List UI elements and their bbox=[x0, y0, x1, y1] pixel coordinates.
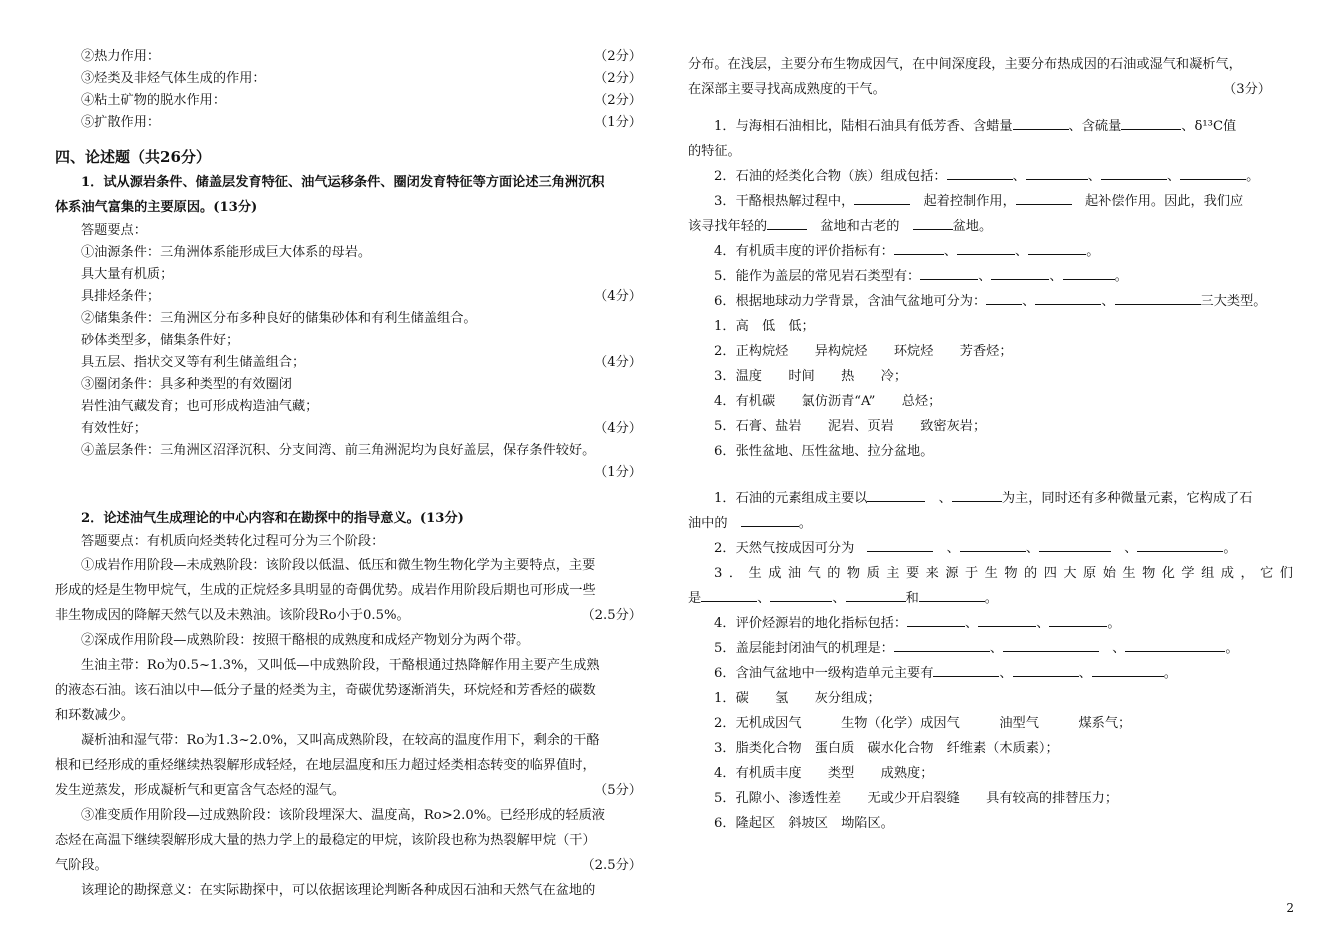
answer-blank[interactable] bbox=[960, 538, 1026, 552]
fill-question: 5．能作为盖层的常见岩石类型有： 、 、 。 bbox=[688, 264, 1293, 289]
answer-blank[interactable] bbox=[991, 266, 1049, 280]
answer-line: 3．脂类化合物 蛋白质 碳水化合物 纤维素（木质素）； bbox=[714, 741, 1059, 756]
answer-text: ③圈闭条件：具多种类型的有效圈闭 bbox=[81, 377, 292, 392]
score-label: （2.5分） bbox=[581, 608, 642, 623]
paragraph-line bbox=[688, 77, 1293, 102]
answer-line: 1．高 低 低； bbox=[714, 319, 815, 334]
fill-question: 4．评价烃源岩的地化指标包括： 、 、 。 bbox=[688, 611, 1293, 636]
fill-question bbox=[688, 114, 1293, 139]
paragraph-text: 发生逆蒸发，形成凝析气和更富含气态烃的湿气。 bbox=[55, 783, 346, 798]
score-label: （4分） bbox=[594, 355, 642, 370]
answer-text: 砂体类型多，储集条件好； bbox=[81, 333, 240, 348]
answer-text: 具大量有机质； bbox=[81, 267, 174, 282]
answer-line bbox=[55, 264, 660, 286]
answer-line bbox=[55, 374, 660, 396]
answer-text: ①油源条件：三角洲体系能形成巨大体系的母岩。 bbox=[81, 245, 372, 260]
question-title-cont: 体系油气富集的主要原因。(13分) bbox=[55, 200, 258, 215]
left-column bbox=[55, 46, 660, 903]
list-item bbox=[55, 46, 660, 68]
score-label: （4分） bbox=[594, 421, 642, 436]
paragraph-line: 形成的烃是生物甲烷气，生成的正烷烃多具明显的奇偶优势。成岩作用阶段后期也可形成一些 bbox=[55, 583, 596, 598]
question-text: 2．石油的烃类化合物（族）组成包括： bbox=[714, 169, 947, 184]
answer-line: 1．碳 氢 灰分组成； bbox=[714, 691, 881, 706]
question-text: 、δ¹³C值 bbox=[1181, 119, 1237, 134]
question-text: 3．干酪根热解过程中， bbox=[714, 194, 855, 209]
fill-question: 2．石油的烃类化合物（族）组成包括： 、 、 、 。 bbox=[688, 164, 1293, 189]
answer-blank[interactable] bbox=[1039, 538, 1111, 552]
question-title: 1．试从源岩条件、储盖层发育特征、油气运移条件、圈闭发育特征等方面论述三角洲沉积 bbox=[81, 175, 605, 190]
answer-blank[interactable] bbox=[919, 588, 985, 602]
question-text: 5．能作为盖层的常见岩石类型有： bbox=[714, 269, 921, 284]
answer-blank[interactable] bbox=[986, 291, 1022, 305]
answer-text: 岩性油气藏发育；也可形成构造油气藏； bbox=[81, 399, 319, 414]
answer-blank[interactable] bbox=[1137, 538, 1223, 552]
answer-blank[interactable] bbox=[1125, 638, 1225, 652]
paragraph-line bbox=[55, 603, 660, 628]
question-text: 盆地。 bbox=[952, 219, 993, 234]
question-text: 1．与海相石油相比，陆相石油具有低芳香、含蜡量 bbox=[714, 119, 1013, 134]
answer-line bbox=[55, 352, 660, 374]
answer-blank[interactable] bbox=[1026, 166, 1088, 180]
answer-line: 答题要点：有机质向烃类转化过程可分为三个阶段： bbox=[81, 534, 385, 549]
fill-question-cont: 的特征。 bbox=[688, 144, 741, 159]
list-item bbox=[55, 90, 660, 112]
question-text: 2．天然气按成因可分为 bbox=[714, 541, 855, 556]
fill-question-cont: 油中的 。 bbox=[688, 511, 1293, 536]
answer-line bbox=[55, 308, 660, 330]
score-label: （5分） bbox=[594, 783, 642, 798]
answer-line bbox=[55, 220, 660, 242]
answer-line: 2．无机成因气 生物（化学）成因气 油型气 煤系气； bbox=[714, 716, 1132, 731]
paragraph-line: 凝析油和湿气带：Ro为1.3~2.0%，又叫高成熟阶段，在较高的温度作用下，剩余的干酪 bbox=[81, 733, 600, 748]
question-text: 该寻找年轻的 bbox=[688, 219, 768, 234]
paragraph-line: 生油主带：Ro为0.5~1.3%，又叫低—中成熟阶段，干酪根通过热降解作用主要产生成熟 bbox=[81, 658, 600, 673]
answer-line: 6．张性盆地、压性盆地、拉分盆地。 bbox=[714, 444, 934, 459]
answer-blank[interactable] bbox=[1013, 663, 1079, 677]
answer-line bbox=[55, 242, 660, 264]
answer-blank[interactable] bbox=[952, 488, 1002, 502]
question-text: 6．根据地球动力学背景，含油气盆地可分为： bbox=[714, 294, 987, 309]
right-column bbox=[688, 52, 1293, 836]
answer-blank[interactable] bbox=[933, 663, 999, 677]
question-text: 油中的 bbox=[688, 516, 728, 531]
answer-blank[interactable] bbox=[894, 241, 944, 255]
question-text: 三大类型。 bbox=[1200, 294, 1267, 309]
answer-line bbox=[55, 330, 660, 352]
paragraph-text: 非生物成因的降解天然气以及未熟油。该阶段Ro小于0.5%。 bbox=[55, 608, 410, 623]
score-label: （3分） bbox=[1223, 82, 1271, 97]
answer-line: 2．正构烷烃 异构烷烃 环烷烃 芳香烃； bbox=[714, 344, 1013, 359]
paragraph-line: 和环数减少。 bbox=[55, 708, 135, 723]
answer-line bbox=[55, 396, 660, 418]
answer-line bbox=[55, 286, 660, 308]
answer-line bbox=[55, 440, 660, 462]
answer-text: 具排烃条件； bbox=[81, 289, 161, 304]
question-text: 4．评价烃源岩的地化指标包括： bbox=[714, 616, 908, 631]
answer-blank[interactable] bbox=[770, 588, 832, 602]
question-text: 为主，同时还有多种微量元素，它构成了石 bbox=[1001, 491, 1253, 506]
fill-question: 5．盖层能封闭油气的机理是： 、 、 。 bbox=[688, 636, 1293, 661]
answer-blank[interactable] bbox=[1003, 638, 1099, 652]
answer-blank[interactable] bbox=[1035, 291, 1101, 305]
answer-line: 3．温度 时间 热 冷； bbox=[714, 369, 908, 384]
fill-question: 1．石油的元素组成主要以 、 为主，同时还有多种微量元素，它构成了石 bbox=[688, 486, 1293, 511]
answer-blank[interactable] bbox=[741, 513, 799, 527]
list-item bbox=[55, 112, 660, 134]
answer-blank[interactable] bbox=[1028, 241, 1086, 255]
answer-text: ④盖层条件：三角洲区沼泽沉积、分支间湾、前三角洲泥均为良好盖层，保存条件较好。 bbox=[81, 443, 596, 458]
answer-blank[interactable] bbox=[920, 266, 978, 280]
score-label: （2分） bbox=[594, 49, 642, 64]
answer-blank[interactable] bbox=[701, 588, 757, 602]
answer-blank[interactable] bbox=[1092, 663, 1164, 677]
answer-blank[interactable] bbox=[947, 166, 1013, 180]
answer-blank[interactable] bbox=[867, 538, 933, 552]
paragraph-line: ①成岩作用阶段—未成熟阶段：该阶段以低温、低压和微生物生物化学为主要特点，主要 bbox=[81, 558, 596, 573]
page-number: 2 bbox=[1286, 901, 1294, 915]
score-label: （1分） bbox=[594, 115, 642, 130]
answer-blank[interactable] bbox=[894, 638, 990, 652]
answer-blank[interactable] bbox=[1180, 166, 1246, 180]
question-text: 和 bbox=[905, 591, 919, 606]
paragraph-line: 该理论的勘探意义：在实际勘探中，可以依据该理论判断各种成因石油和天然气在盆地的 bbox=[81, 883, 596, 898]
answer-line: 4．有机碳 氯仿沥青“A” 总烃； bbox=[714, 394, 942, 409]
question-text: 起补偿作用。因此，我们应 bbox=[1084, 194, 1244, 209]
paragraph-line: 的液态石油。该石油以中—低分子量的烃类为主，奇碳优势逐渐消失，环烷烃和芳香烃的碳数 bbox=[55, 683, 596, 698]
answer-blank[interactable] bbox=[1013, 116, 1069, 130]
question-text: 5．盖层能封闭油气的机理是： bbox=[714, 641, 894, 656]
fill-question: 4．有机质丰度的评价指标有： 、 、 。 bbox=[688, 239, 1293, 264]
paragraph-line: ③准变质作用阶段—过成熟阶段：该阶段埋深大、温度高，Ro>2.0%。已经形成的轻质液 bbox=[81, 808, 605, 823]
answer-blank[interactable] bbox=[854, 191, 910, 205]
fill-question: 2．天然气按成因可分为 、 、 、 。 bbox=[688, 536, 1293, 561]
question-text: 起着控制作用， bbox=[923, 194, 1016, 209]
answer-blank[interactable] bbox=[767, 216, 807, 230]
answer-line: 5．孔隙小、渗透性差 无或少开启裂缝 具有较高的排替压力； bbox=[714, 791, 1119, 806]
fill-question: 3．生成油气的物质主要来源于生物的四大原始生物化学组成，它们 bbox=[714, 566, 1293, 581]
paragraph-line: 态烃在高温下继续裂解形成大量的热力学上的最稳定的甲烷，该阶段也称为热裂解甲烷（干） bbox=[55, 833, 596, 848]
answer-blank[interactable] bbox=[1121, 116, 1181, 130]
answer-line bbox=[55, 418, 660, 440]
answer-blank[interactable] bbox=[957, 241, 1015, 255]
score-label: （2分） bbox=[594, 71, 642, 86]
answer-blank[interactable] bbox=[1049, 613, 1107, 627]
answer-line bbox=[55, 462, 660, 484]
score-label: （2.5分） bbox=[581, 858, 642, 873]
answer-text: 有效性好； bbox=[81, 421, 147, 436]
question-title: 2．论述油气生成理论的中心内容和在勘探中的指导意义。(13分) bbox=[81, 511, 464, 526]
answer-text: ②储集条件：三角洲区分布多种良好的储集砂体和有利生储盖组合。 bbox=[81, 311, 477, 326]
answer-blank[interactable] bbox=[1101, 166, 1167, 180]
item-text: ③烃类及非烃气体生成的作用： bbox=[81, 71, 266, 86]
answer-blank[interactable] bbox=[978, 613, 1036, 627]
answer-line: 6．隆起区 斜坡区 坳陷区。 bbox=[714, 816, 894, 831]
section-title: 四、论述题（共26分） bbox=[55, 148, 211, 166]
answer-line: 5．石膏、盐岩 泥岩、页岩 致密灰岩； bbox=[714, 419, 987, 434]
fill-question-cont: 是 、 、 和 。 bbox=[688, 586, 1293, 611]
question-text: 6．含油气盆地中一级构造单元主要有 bbox=[714, 666, 934, 681]
fill-question bbox=[688, 189, 1293, 214]
paragraph-line: 分布。在浅层，主要分布生物成因气，在中间深度段，主要分布热成因的石油或湿气和凝析气， bbox=[688, 57, 1242, 72]
score-label: （2分） bbox=[594, 93, 642, 108]
answer-blank[interactable] bbox=[867, 488, 925, 502]
answer-blank[interactable] bbox=[907, 613, 965, 627]
answer-blank[interactable] bbox=[913, 216, 953, 230]
answer-line: 4．有机质丰度 类型 成熟度； bbox=[714, 766, 934, 781]
paragraph-text: 在深部主要寻找高成熟度的干气。 bbox=[688, 82, 886, 97]
item-text: ②热力作用： bbox=[81, 49, 161, 64]
paragraph-line: 根和已经形成的重烃继续热裂解形成轻烃，在地层温度和压力超过烃类相态转变的临界值时， bbox=[55, 758, 596, 773]
item-text: ④粘土矿物的脱水作用： bbox=[81, 93, 227, 108]
answer-text: 具五层、指状交叉等有利生储盖组合； bbox=[81, 355, 306, 370]
paragraph-line bbox=[55, 853, 660, 878]
fill-question-cont bbox=[688, 214, 1293, 239]
paragraph-line: ②深成作用阶段—成熟阶段：按照干酪根的成熟度和成烃产物划分为两个带。 bbox=[81, 633, 530, 648]
answer-blank[interactable] bbox=[1115, 291, 1201, 305]
score-label: （1分） bbox=[594, 465, 642, 480]
fill-question: 6．含油气盆地中一级构造单元主要有 、 、 。 bbox=[688, 661, 1293, 686]
paragraph-text: 气阶段。 bbox=[55, 858, 108, 873]
question-text: 1．石油的元素组成主要以 bbox=[714, 491, 868, 506]
answer-blank[interactable] bbox=[1016, 191, 1072, 205]
fill-question: 6．根据地球动力学背景，含油气盆地可分为： 、 、 三大类型。 bbox=[688, 289, 1293, 314]
list-item bbox=[55, 68, 660, 90]
question-text: 是 bbox=[688, 591, 702, 606]
answer-blank[interactable] bbox=[846, 588, 906, 602]
question-text: 盆地和古老的 bbox=[820, 219, 900, 234]
answer-text: 答题要点： bbox=[81, 223, 147, 238]
item-text: ⑤扩散作用： bbox=[81, 115, 161, 130]
question-text: 4．有机质丰度的评价指标有： bbox=[714, 244, 894, 259]
question-text: 、含硫量 bbox=[1068, 119, 1122, 134]
score-label: （4分） bbox=[594, 289, 642, 304]
answer-blank[interactable] bbox=[1063, 266, 1115, 280]
paragraph-line bbox=[55, 778, 660, 803]
